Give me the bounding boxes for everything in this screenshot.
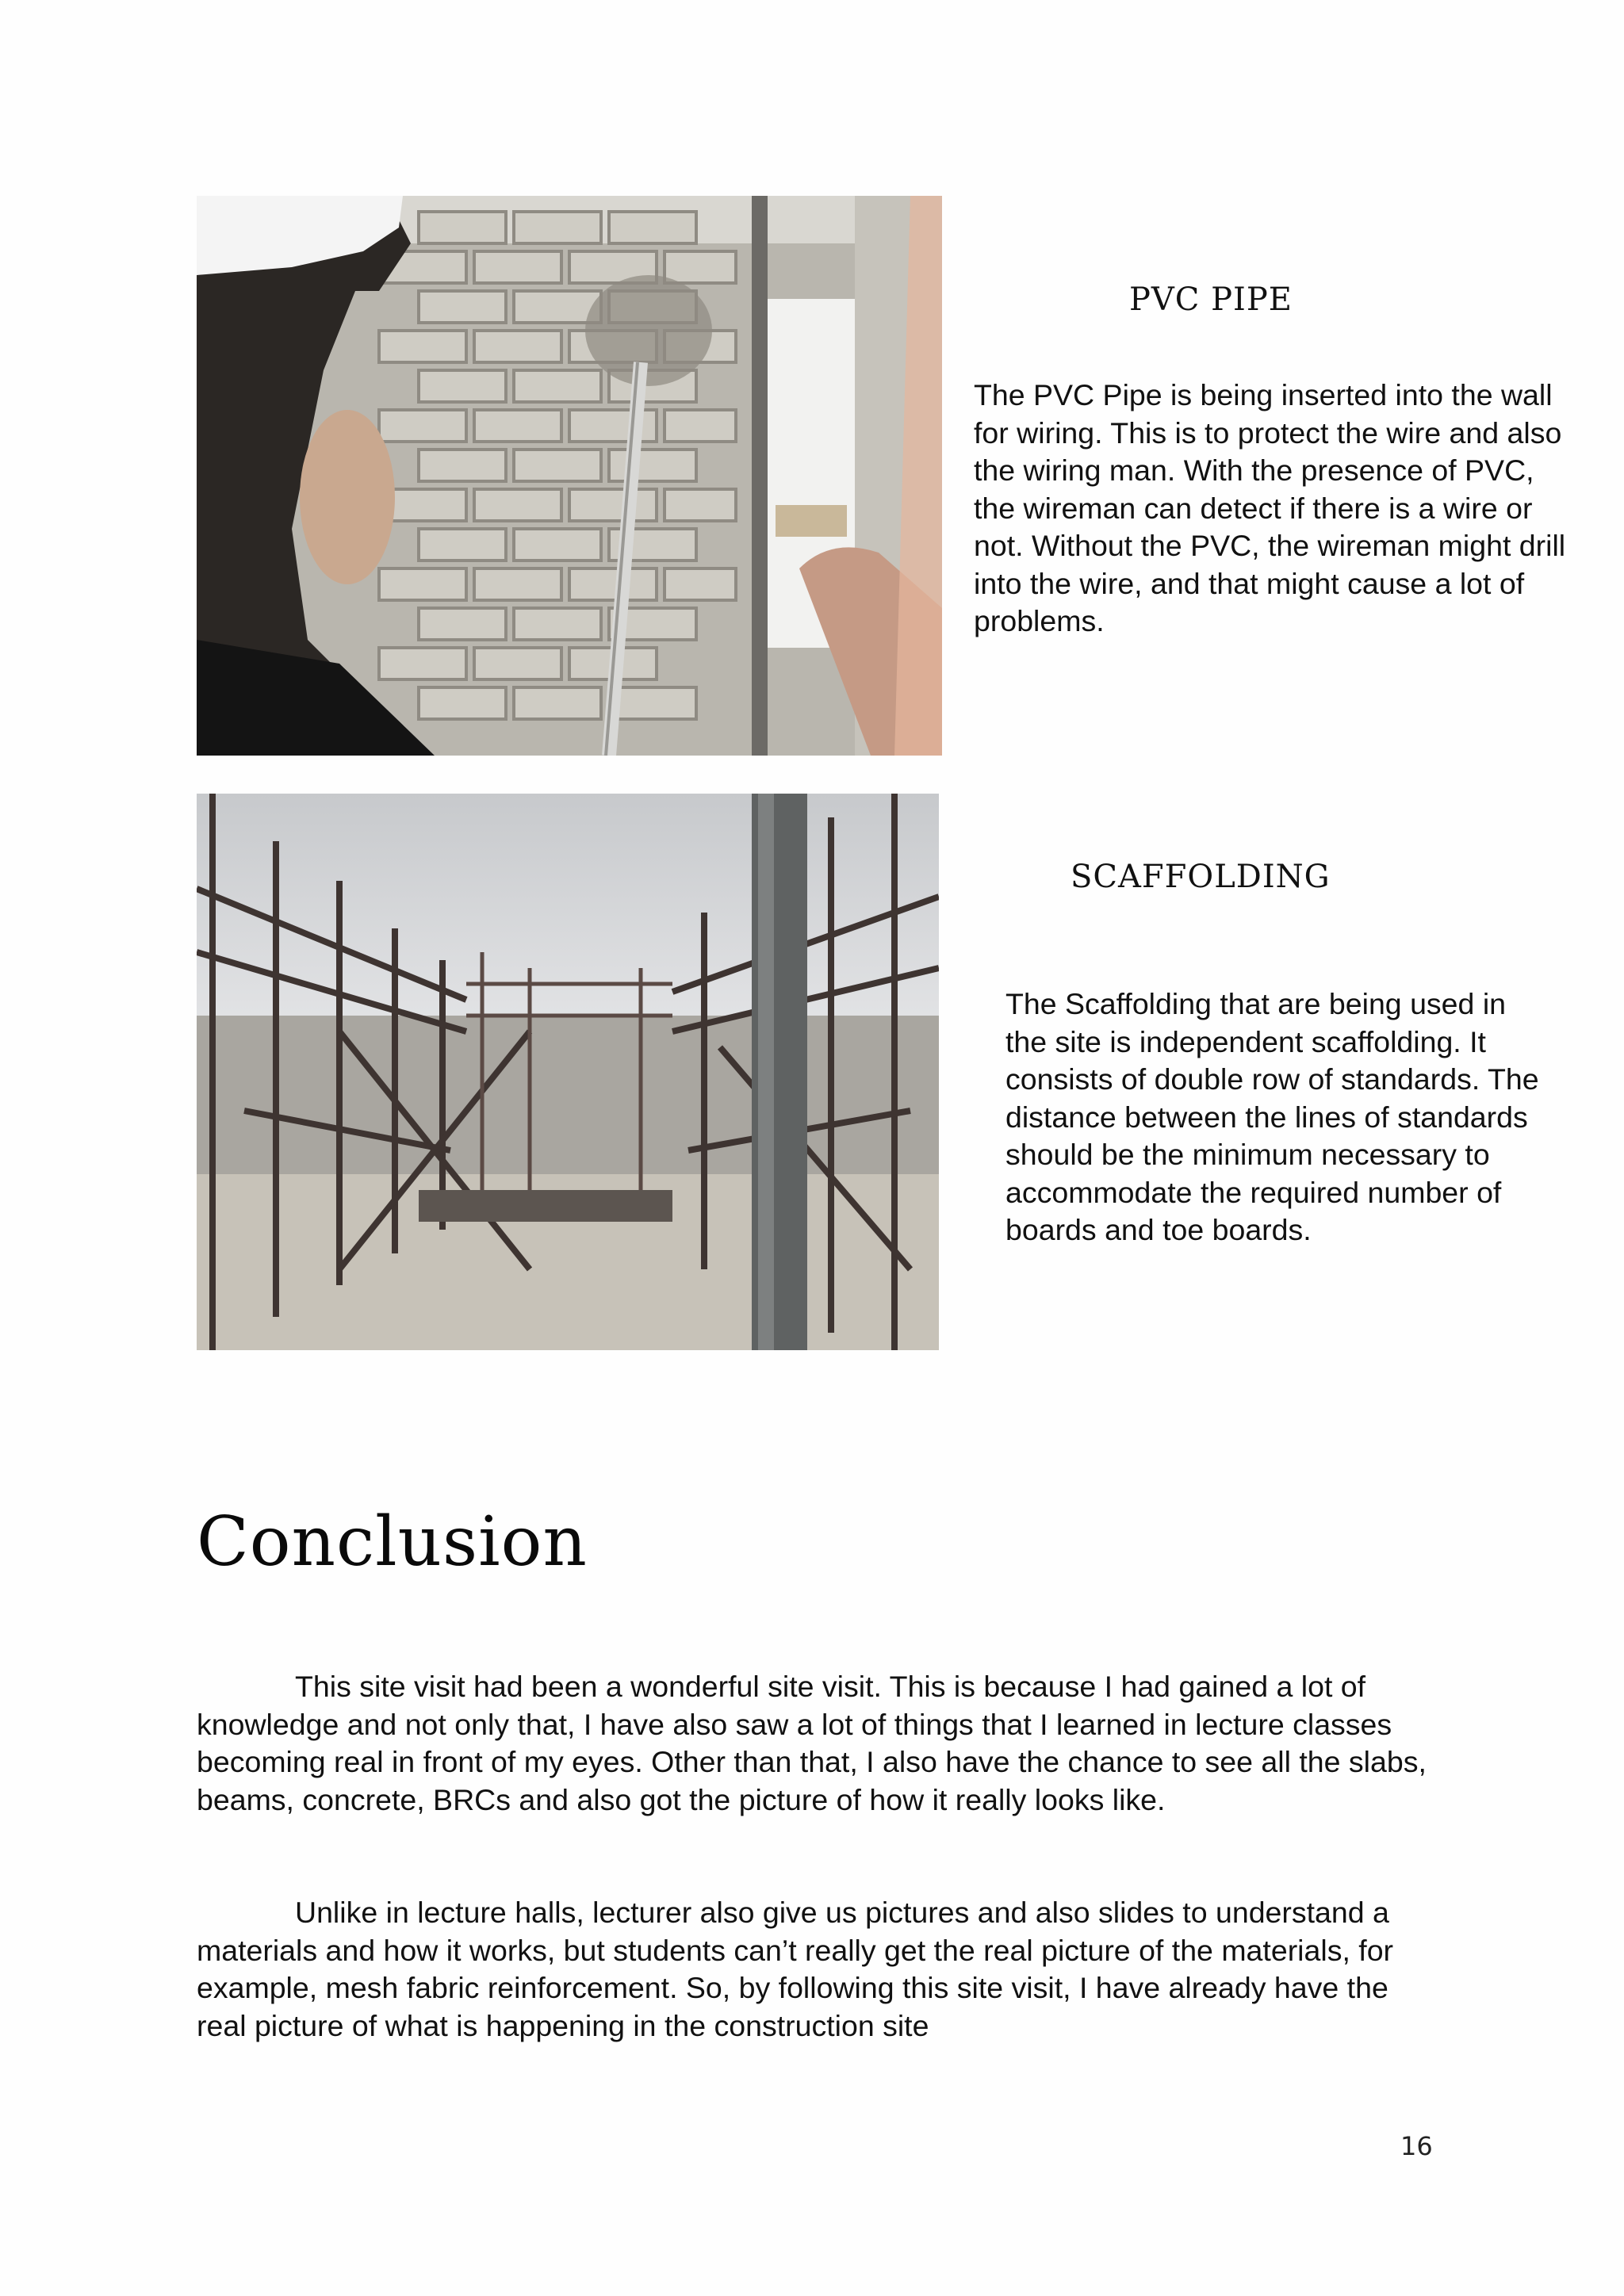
pvc-pipe-description: The PVC Pipe is being inserted into the wall for wiring. This is to protect the wire and also the wiring man. With the presence of PVC, the wireman can detect if there is a wire or not. Without the PVC, the wireman might drill into the wire, and that might cause a lot of problems. (974, 378, 1566, 637)
pvc-pipe-photo (197, 196, 942, 756)
scaffolding-photo (197, 794, 939, 1350)
conclusion-title: Conclusion (197, 1502, 588, 1582)
conclusion-paragraph-2: Unlike in lecture halls, lecturer also give us pictures and also slides to understand a materials and how it works, but students can’t really get the real picture of the materials, for example, mesh fabric reinforcement. So, by following this site visit, I have already have the real picture of what is happening in the construction site (197, 1896, 1394, 2042)
scaffolding-heading: SCAFFOLDING (1071, 859, 1331, 895)
scaffolding-description: The Scaffolding that are being used in the site is independent scaffolding. It consists of double row of standards. The distance between the lines of standards should be the minimum necessary to accommodate the required number of boards and toe boards. (1005, 987, 1539, 1246)
pvc-pipe-heading: PVC PIPE (1129, 281, 1293, 318)
conclusion-paragraph-1: This site visit had been a wonderful site visit. This is because I had gained a lot of knowledge and not only that, I have also saw a lot of things that I learned in lecture classes becoming real in front of my eyes. Other than that, I also have the chance to see all the slabs, beams, concrete, BRCs and also got the picture of how it really looks like. (197, 1670, 1427, 1816)
page-number: 16 (1400, 2131, 1433, 2161)
